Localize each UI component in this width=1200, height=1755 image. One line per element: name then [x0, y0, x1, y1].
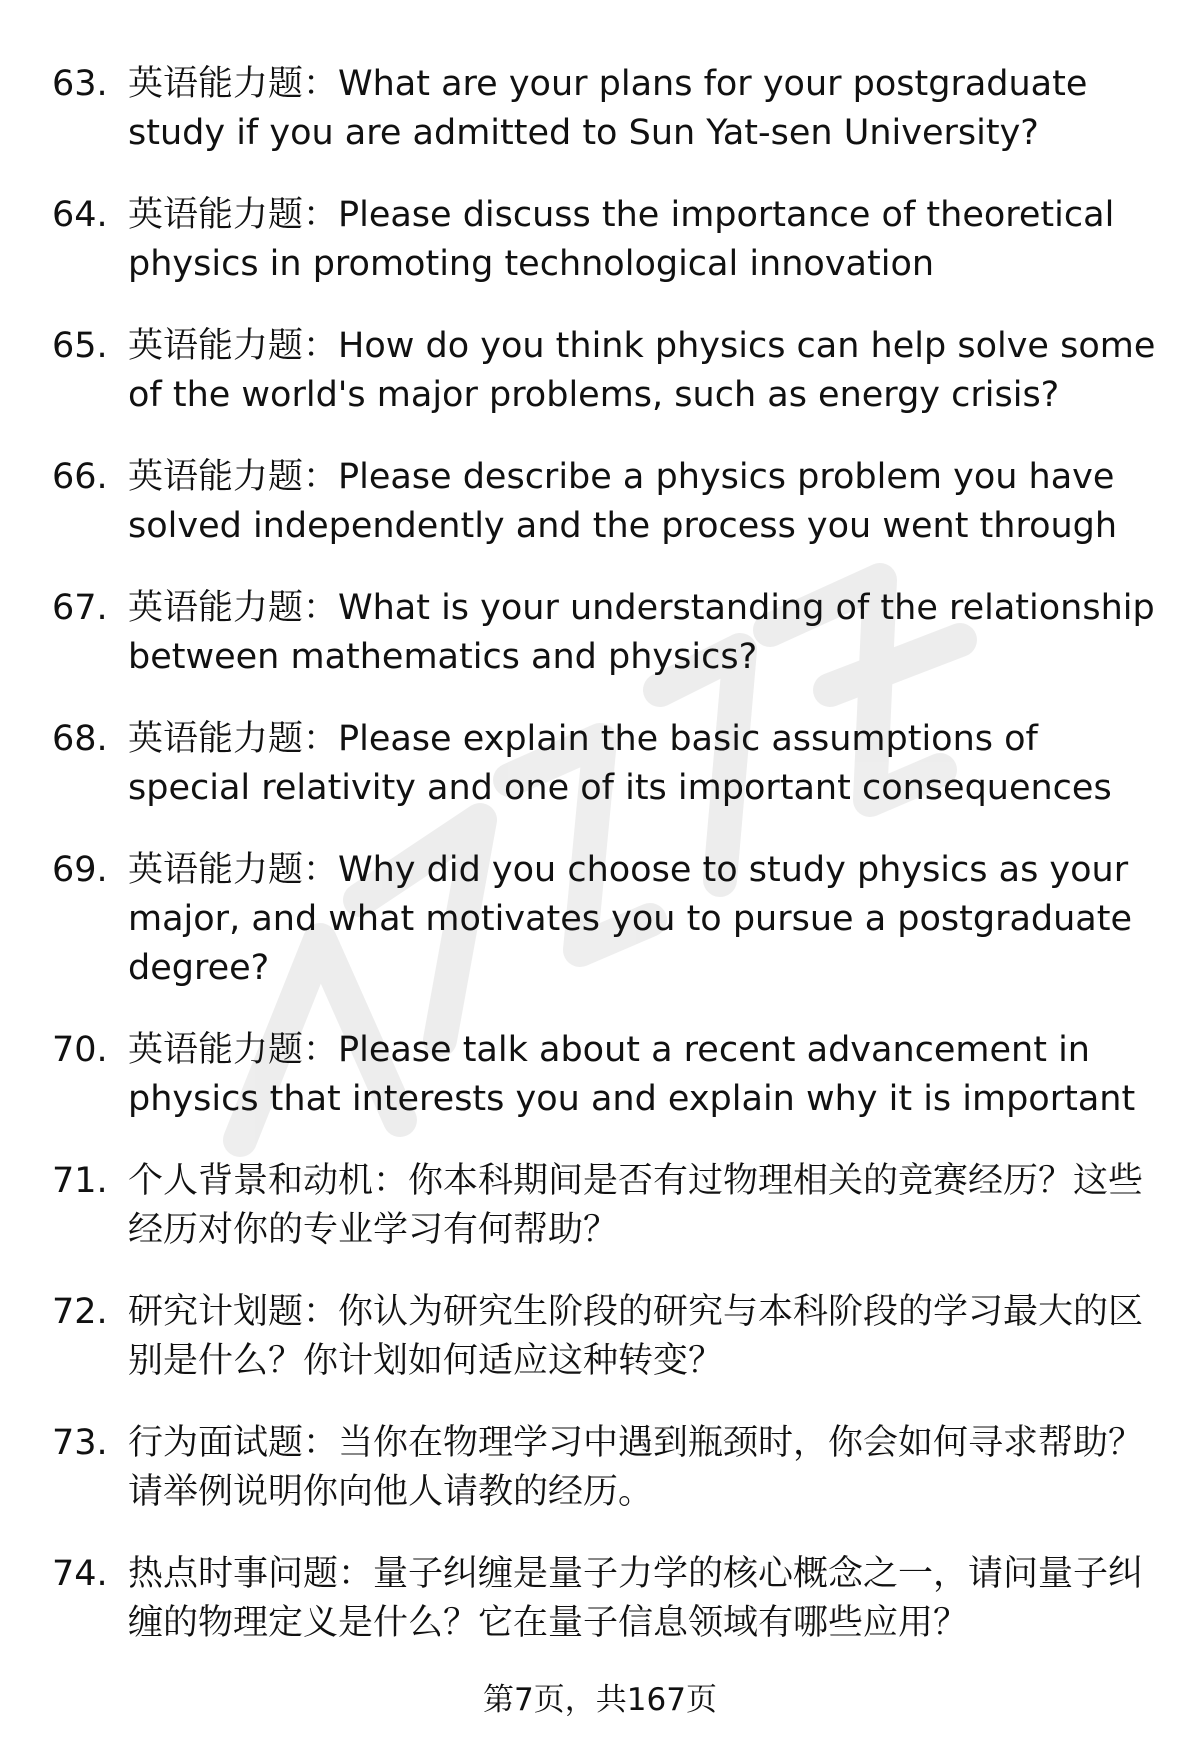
item-text: 研究计划题：你认为研究生阶段的研究与本科阶段的学习最大的区别是什么？你计划如何适应这种转变？ — [128, 1292, 1144, 1381]
item-number: 64. — [52, 195, 108, 235]
question-list — [52, 60, 1160, 1681]
list-item — [52, 1157, 1160, 1255]
list-item — [52, 584, 1160, 682]
list-item — [52, 1550, 1160, 1648]
list-item — [52, 322, 1160, 420]
item-text: 英语能力题：Why did you choose to study physics as your major, and what motivates you to pursue a postgraduate degree? — [128, 850, 1133, 988]
item-number: 71. — [52, 1161, 108, 1201]
list-item — [52, 60, 1160, 158]
list-item — [52, 453, 1160, 551]
item-number: 72. — [52, 1292, 108, 1332]
item-number: 67. — [52, 588, 108, 628]
item-number: 73. — [52, 1423, 108, 1463]
item-number: 63. — [52, 64, 108, 104]
item-text: 英语能力题：What are your plans for your postgraduate study if you are admitted to Sun Yat-sen University? — [128, 64, 1088, 153]
item-number: 74. — [52, 1554, 108, 1594]
item-text: 英语能力题：Please explain the basic assumptions of special relativity and one of its important consequences — [128, 719, 1112, 808]
list-item — [52, 1288, 1160, 1386]
item-text: 个人背景和动机：你本科期间是否有过物理相关的竞赛经历？这些经历对你的专业学习有何帮助？ — [128, 1161, 1144, 1250]
item-number: 65. — [52, 326, 108, 366]
item-number: 69. — [52, 850, 108, 890]
list-item — [52, 846, 1160, 993]
item-text: 英语能力题：What is your understanding of the relationship between mathematics and physics? — [128, 588, 1155, 677]
item-text: 英语能力题：Please discuss the importance of theoretical physics in promoting technological innovation — [128, 195, 1115, 284]
item-text: 英语能力题：How do you think physics can help solve some of the world's major problems, such as energy crisis? — [128, 326, 1156, 415]
item-text: 行为面试题：当你在物理学习中遇到瓶颈时，你会如何寻求帮助？请举例说明你向他人请教的经历。 — [128, 1423, 1144, 1512]
item-number: 66. — [52, 457, 108, 497]
item-text: 英语能力题：Please talk about a recent advancement in physics that interests you and explain why it is important — [128, 1030, 1136, 1119]
item-text: 热点时事问题：量子纠缠是量子力学的核心概念之一，请问量子纠缠的物理定义是什么？它在量子信息领域有哪些应用？ — [128, 1554, 1144, 1643]
item-text: 英语能力题：Please describe a physics problem you have solved independently and the process you went through — [128, 457, 1118, 546]
list-item — [52, 191, 1160, 289]
list-item — [52, 1419, 1160, 1517]
page-footer: 第7页，共167页 — [483, 1682, 717, 1718]
item-number: 70. — [52, 1030, 108, 1070]
list-item — [52, 1026, 1160, 1124]
list-item — [52, 715, 1160, 813]
item-number: 68. — [52, 719, 108, 759]
